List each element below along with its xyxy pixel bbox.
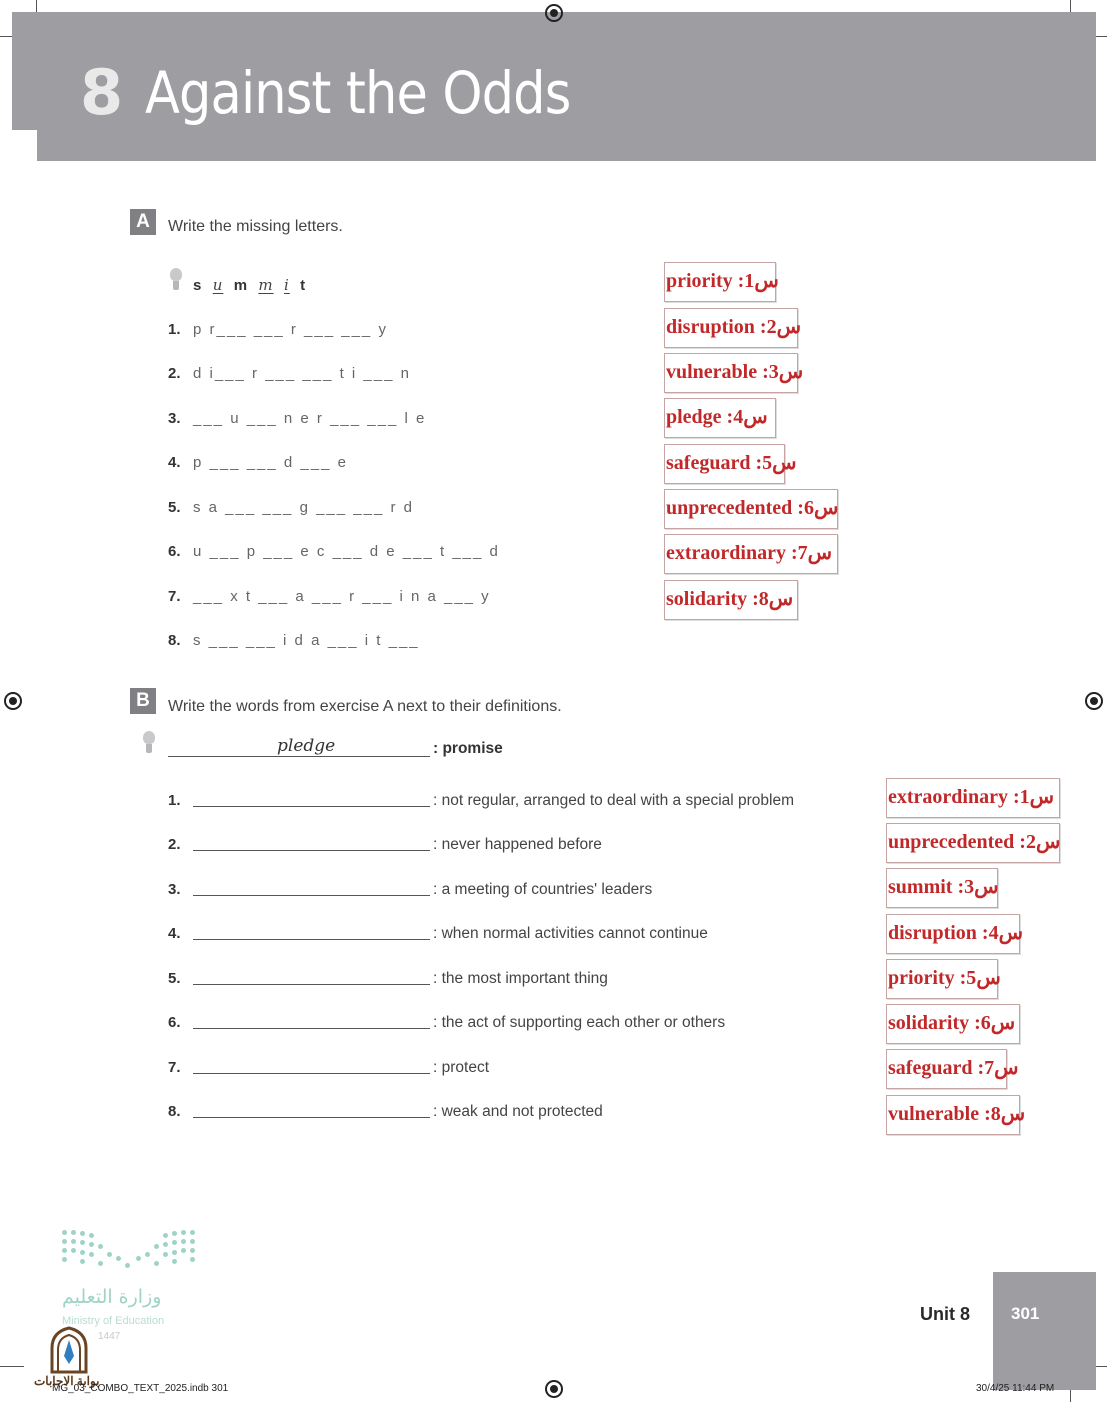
item-number: 5. [168,499,181,516]
answer-box: priority :1س [664,262,776,302]
answer-box: safeguard :7س [886,1049,1007,1089]
crop-mark [0,1366,24,1367]
registration-mark-icon [4,692,22,710]
answers-portal-logo-icon [48,1326,90,1374]
definition-text: : when normal activities cannot continue [433,925,708,942]
item-number: 8. [168,1103,181,1120]
answer-line[interactable] [193,1073,430,1074]
example-letter: m [233,277,249,294]
answer-box: disruption :4س [886,914,1020,954]
item-number: 1. [168,321,181,338]
section-b-instruction: Write the words from exercise A next to their definitions. [168,698,562,715]
answer-box: disruption :2س [664,308,798,348]
answer-line [168,756,430,757]
crop-mark [1070,0,1071,12]
registration-mark-icon [1085,692,1103,710]
page-number: 301 [1011,1304,1040,1323]
answer-box: vulnerable :3س [664,353,798,393]
answer-line[interactable] [193,895,430,896]
section-a-badge: A [130,209,156,235]
registration-mark-icon [545,4,563,22]
definition-text: : a meeting of countries' leaders [433,881,653,898]
letter-pattern[interactable]: u ___ p ___ e c ___ d e ___ t ___ d [193,543,500,560]
item-number: 6. [168,1014,181,1031]
item-number: 6. [168,543,181,560]
footer-unit-label: Unit 8 [920,1304,971,1324]
example-answer: pledge [277,736,336,756]
answers-portal-label: بوابة الاجابات [34,1374,100,1388]
letter-pattern[interactable]: p ___ ___ d ___ e [193,454,348,471]
letter-pattern[interactable]: ___ u ___ n e r ___ ___ l e [193,410,427,427]
letter-pattern[interactable]: d i___ r ___ ___ t i ___ n [193,365,411,382]
answer-box: solidarity :6س [886,1004,1020,1044]
answer-box: priority :5س [886,959,998,999]
definition-text: : not regular, arranged to deal with a special problem [433,792,795,809]
example-letter: i [283,276,290,294]
section-a-instruction: Write the missing letters. [168,218,343,235]
unit-title: Against the Odds [145,59,571,127]
answer-box: extraordinary :1س [886,778,1060,818]
section-b-badge: B [130,688,156,714]
crop-mark [1095,36,1107,37]
answer-line[interactable] [193,984,430,985]
answer-box: extraordinary :7س [664,534,838,574]
registration-mark-icon [545,1380,563,1398]
answer-box: vulnerable :8س [886,1095,1020,1135]
page-number-tab [993,1272,1096,1390]
example-letter: u [212,276,224,294]
ministry-name-english: Ministry of Education [62,1315,165,1327]
ministry-name-arabic: وزارة التعليم [62,1286,162,1308]
ministry-logo-dots [62,1230,197,1270]
item-number: 1. [168,792,181,809]
answer-line[interactable] [193,939,430,940]
definition-text: : the most important thing [433,970,608,987]
example-definition: : promise [433,740,503,757]
answer-box: solidarity :8س [664,580,798,620]
definition-text: : the act of supporting each other or others [433,1014,726,1031]
unit-number: 8 [80,56,124,129]
answer-box: safeguard :5س [664,444,785,484]
answer-line[interactable] [193,1028,430,1029]
answer-line[interactable] [193,850,430,851]
definition-text: : protect [433,1059,489,1076]
answer-box: summit :3س [886,868,998,908]
item-number: 2. [168,836,181,853]
letter-pattern[interactable]: ___ x t ___ a ___ r ___ i n a ___ y [193,588,491,605]
ministry-year: 1447 [98,1331,121,1342]
answer-line[interactable] [193,806,430,807]
lightbulb-icon [169,268,183,290]
crop-mark [0,36,12,37]
answer-box: unprecedented :2س [886,823,1060,863]
answer-box: pledge :4س [664,398,776,438]
item-number: 3. [168,881,181,898]
answer-line[interactable] [193,1117,430,1118]
definition-text: : never happened before [433,836,602,853]
letter-pattern[interactable]: p r___ ___ r ___ ___ y [193,321,388,338]
item-number: 4. [168,925,181,942]
letter-pattern[interactable]: s a ___ ___ g ___ ___ r d [193,499,414,516]
item-number: 2. [168,365,181,382]
print-slug-file: MG_03_COMBO_TEXT_2025.indb 301 [52,1383,229,1394]
answer-box: unprecedented :6س [664,489,838,529]
example-prefix: s [193,277,203,294]
lightbulb-icon [142,731,156,753]
example-letter: m [258,276,274,294]
print-slug-date: 30/4/25 11:44 PM [976,1383,1055,1394]
crop-mark [36,0,37,12]
definition-text: : weak and not protected [433,1103,603,1120]
letter-pattern[interactable]: s ___ ___ i d a ___ i t ___ [193,632,420,649]
crop-mark [1070,1390,1071,1402]
item-number: 4. [168,454,181,471]
item-number: 8. [168,632,181,649]
item-number: 7. [168,588,181,605]
item-number: 3. [168,410,181,427]
item-number: 5. [168,970,181,987]
example-suffix: t [300,277,307,294]
item-number: 7. [168,1059,181,1076]
section-a-example [193,276,306,294]
